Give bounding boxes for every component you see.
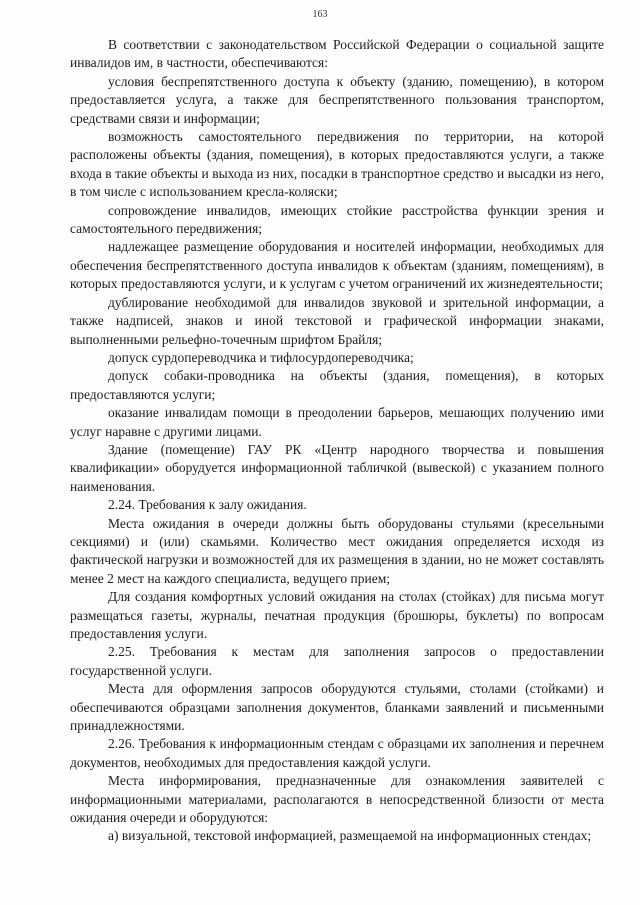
paragraph-equipment-placement: надлежащее размещение оборудования и носителей информации, необходимых для обеспечения беспрепятственного доступа инвалидов к объектам (зданиям, помещениям), в которых предоставляются услуги, и к услугам с учетом ограничений их жизнедеятельности; [70,239,604,292]
paragraph-item-a: а) визуальной, текстовой информацией, размещаемой на информационных стендах; [108,828,592,844]
paragraph-accompaniment: сопровождение инвалидов, имеющих стойкие расстройства функции зрения и самостоятельного передвижения; [70,202,604,237]
paragraph-building-signage: Здание (помещение) ГАУ РК «Центр народного творчества и повышения квалификации» оборудуется информационной табличкой (вывеской) с указанием полного наименования. [70,441,604,494]
paragraph-request-places: Места для оформления запросов оборудуются стульями, столами (стойками) и обеспечиваются образцами заполнения документов, бланками заявлений и письменными принадлежностями. [70,681,604,734]
page-number: 163 [312,9,328,20]
section-heading-2-24: 2.24. Требования к залу ожидания. [108,497,307,513]
paragraph-access-conditions: условия беспрепятственного доступа к объекту (зданию, помещению), в котором предоставляется услуга, а также для беспрепятственного пользования транспортом, средствами связи и информации; [70,73,604,126]
paragraph-waiting-seats: Места ожидания в очереди должны быть оборудованы стульями (кресельными секциями) и (или) скамьями. Количество мест ожидания определяется исходя из фактической нагрузки и возможностей для их размещения в здании, но не может составлять менее 2 мест на каждого специалиста, ведущего прием; [70,515,604,586]
paragraph-barrier-assistance: оказание инвалидам помощи в преодолении барьеров, мешающих получению ими услуг наравне с другими лицами. [70,405,604,439]
paragraph-information-places: Места информирования, предназначенные для ознакомления заявителей с информационными материалами, располагаются в непосредственной близости от места ожидания очереди и оборудуются: [70,773,604,826]
section-heading-2-26: 2.26. Требования к информационным стендам с образцами их заполнения и перечнем документов, необходимых для предоставления каждой услуги. [70,736,604,770]
paragraph-intro: В соответствии с законодательством Российской Федерации о социальной защите инвалидов им, в частности, обеспечиваются: [70,37,604,71]
paragraph-independent-movement: возможность самостоятельного передвижения по территории, на которой расположены объекты (здания, помещения), в которых предоставляются услуги, а также входа в такие объекты и выхода из них, посадки в транспортное средство и высадки из него, в том числе с использованием кресла-коляски; [70,129,604,200]
document-body [70,36,604,846]
paragraph-waiting-comfort: Для создания комфортных условий ожидания на столах (стойках) для письма могут размещаться газеты, журналы, печатная продукция (брошюры, буклеты) по вопросам предоставления услуги. [70,589,604,641]
paragraph-guide-dog: допуск собаки-проводника на объекты (здания, помещения), в которых предоставляются услуги; [70,368,604,402]
section-heading-2-25: 2.25. Требования к местам для заполнения запросов о предоставлении государственной услуги. [70,644,604,678]
paragraph-braille-duplication: дублирование необходимой для инвалидов звуковой и зрительной информации, а также надписей, знаков и иной текстовой и графической информации знаками, выполненными рельефно-точечным шрифтом Брайля; [70,294,604,347]
paragraph-interpreter-admission: допуск сурдопереводчика и тифлосурдопереводчика; [108,349,414,365]
